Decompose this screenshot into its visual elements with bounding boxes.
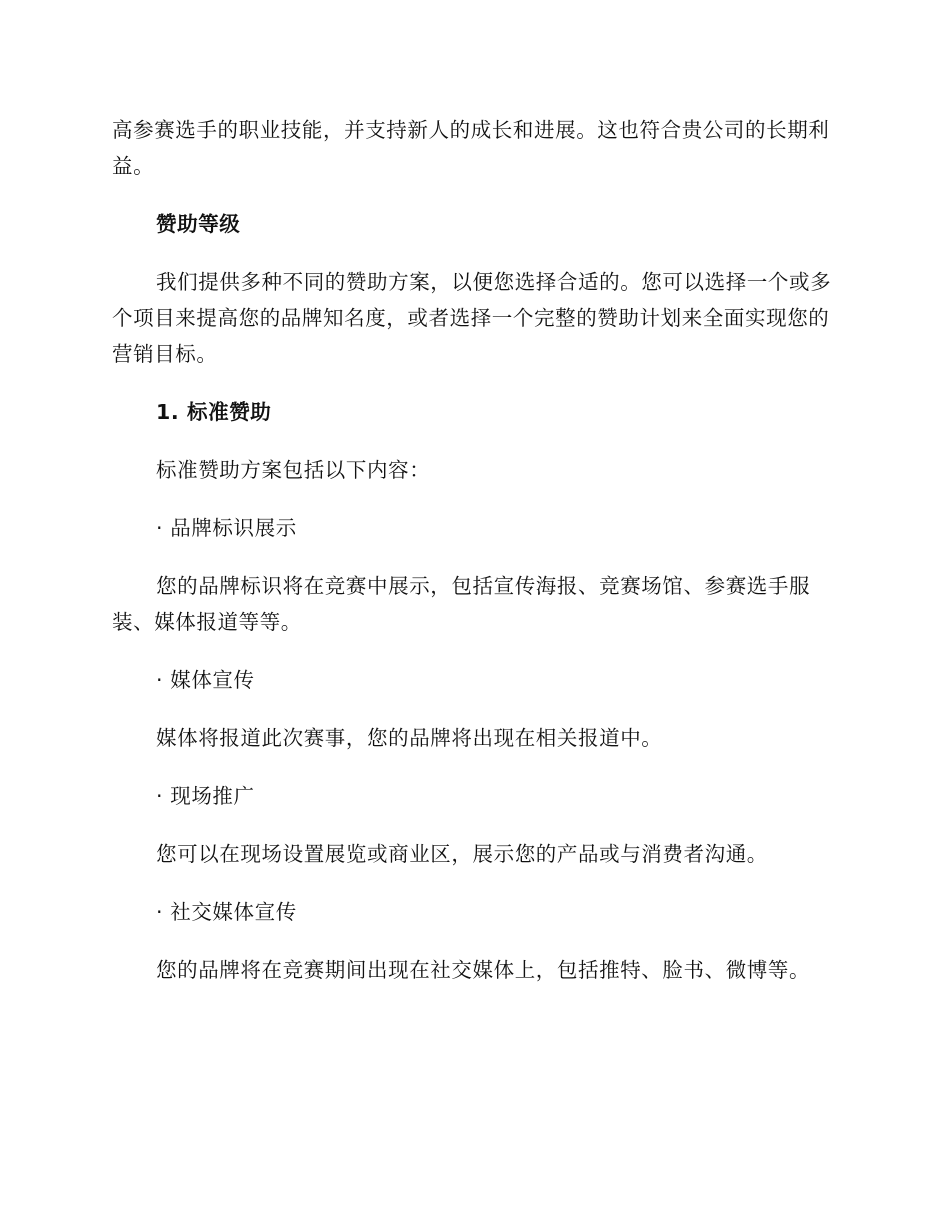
bullet-media-promotion: · 媒体宣传 <box>156 668 255 692</box>
standard-sponsorship-heading: 1. 标准赞助 <box>156 400 272 424</box>
bullet-brand-display: · 品牌标识展示 <box>156 516 297 540</box>
sponsorship-levels-heading: 赞助等级 <box>156 212 241 236</box>
social-media-paragraph: 您的品牌将在竞赛期间出现在社交媒体上，包括推特、脸书、微博等。 <box>156 958 811 982</box>
sponsorship-levels-paragraph: 我们提供多种不同的赞助方案，以便您选择合适的。您可以选择一个或多个项目来提高您的品牌知名度，或者选择一个完整的赞助计划来全面实现您的营销目标。 <box>112 270 832 366</box>
intro-continued-paragraph: 高参赛选手的职业技能，并支持新人的成长和进展。这也符合贵公司的长期利益。 <box>112 118 830 178</box>
document-body <box>112 112 834 988</box>
bullet-social-media: · 社交媒体宣传 <box>156 900 297 924</box>
media-promotion-paragraph: 媒体将报道此次赛事，您的品牌将出现在相关报道中。 <box>156 726 663 750</box>
standard-sponsorship-intro: 标准赞助方案包括以下内容： <box>156 458 431 482</box>
bullet-onsite-promotion: · 现场推广 <box>156 784 255 808</box>
onsite-promotion-paragraph: 您可以在现场设置展览或商业区，展示您的产品或与消费者沟通。 <box>156 842 768 866</box>
brand-display-paragraph: 您的品牌标识将在竞赛中展示，包括宣传海报、竞赛场馆、参赛选手服装、媒体报道等等。 <box>112 574 811 634</box>
